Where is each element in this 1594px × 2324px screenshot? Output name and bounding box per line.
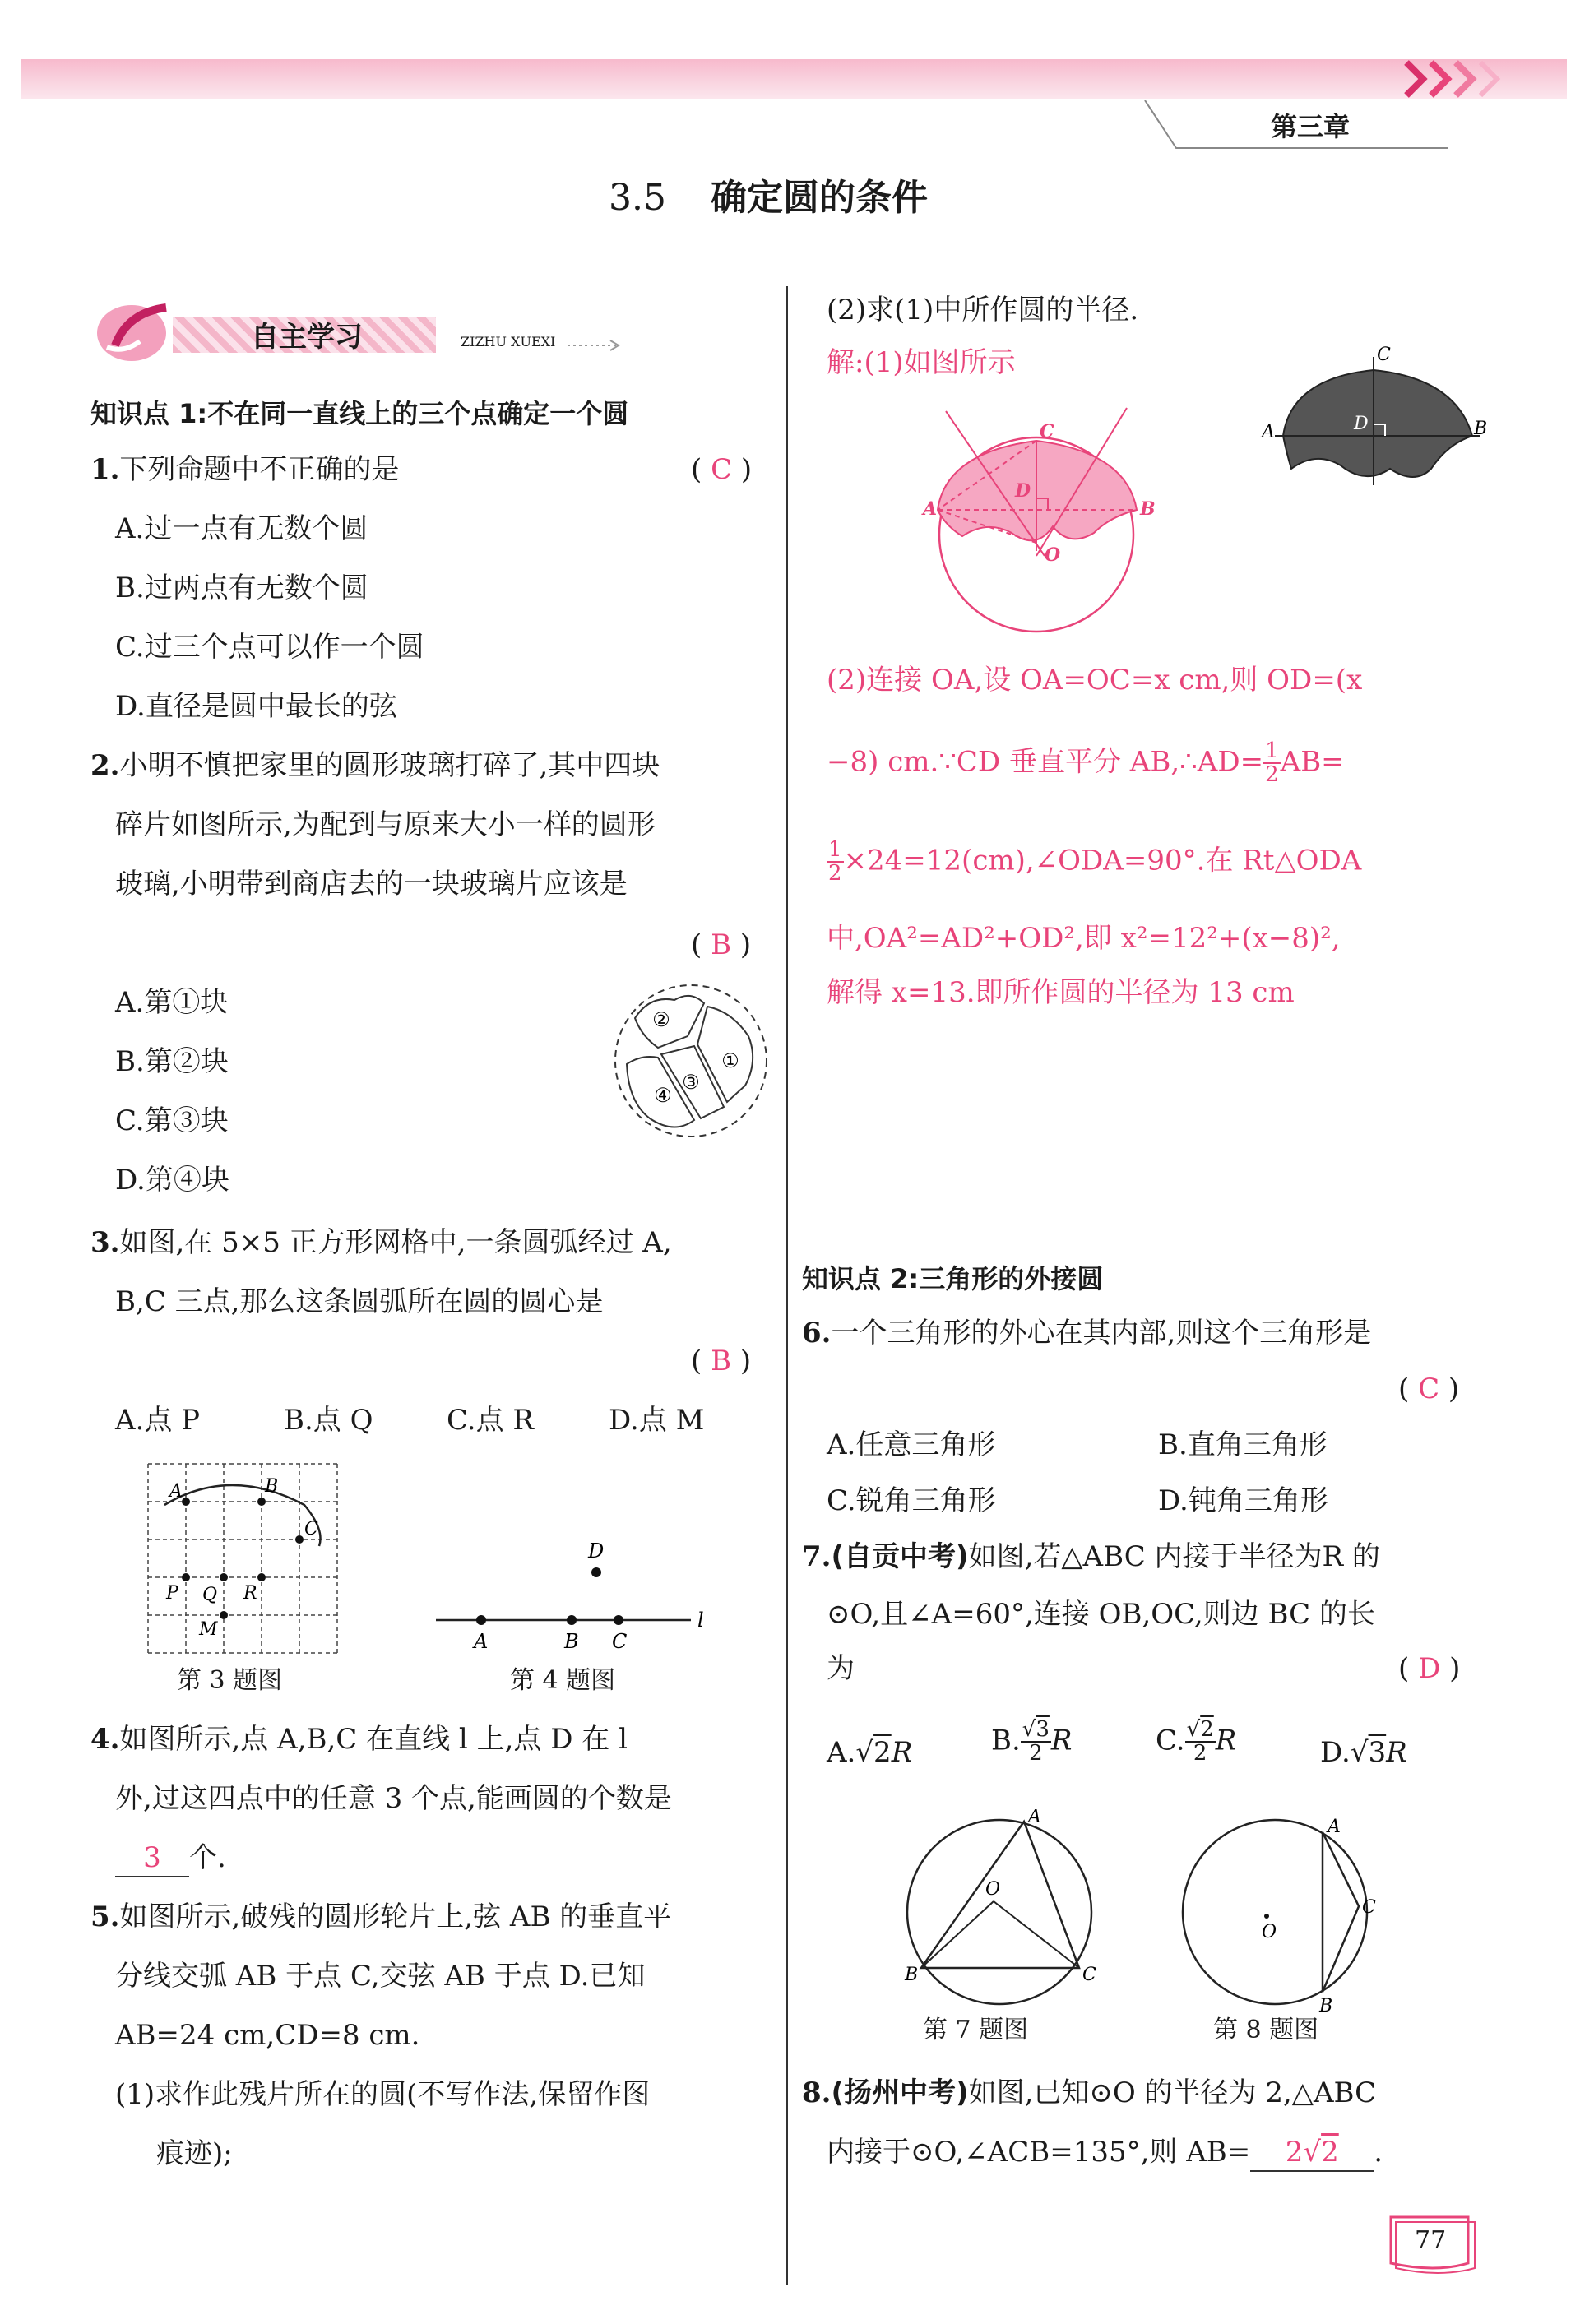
section-tag-pinyin: ZIZHU XUEXI xyxy=(461,334,556,350)
q5-label-d: D xyxy=(1015,480,1031,502)
q6-option-d: D.钝角三角形 xyxy=(1158,1484,1328,1517)
q5-frag-label-c: C xyxy=(1377,345,1391,365)
q7-option-a: A.√2R xyxy=(827,1736,913,1769)
q6-answer: ( C ) xyxy=(1398,1373,1460,1405)
q4-caption: 第 4 题图 xyxy=(510,1666,616,1695)
q5-frac-2: $\frac{1}{2}$ xyxy=(828,837,842,887)
pen-logo-icon xyxy=(90,296,181,370)
q5-fragment-figure xyxy=(1258,345,1505,502)
q6-stem: 6.一个三角形的外心在其内部,则这个三角形是 xyxy=(802,1317,1372,1349)
q3-line-2: B,C 三点,那么这条圆弧所在圆的圆心是 xyxy=(115,1285,604,1318)
q7-option-c: C. $\frac{√2}{2}$ R xyxy=(1156,1717,1237,1766)
q7-option-b: B. $\frac{√3}{2}$ R xyxy=(991,1717,1073,1766)
q4-answer-line: 3 个. xyxy=(115,1840,226,1877)
header-banner xyxy=(21,59,1567,99)
piece-label-2: ② xyxy=(652,1008,670,1031)
q7-circle-figure xyxy=(897,1809,1102,2015)
q5-solution-intro: 解:(1)如图所示 xyxy=(827,346,1016,379)
q1-option-c: C.过三个点可以作一个圆 xyxy=(115,631,424,664)
q3-option-c: C.点 R xyxy=(447,1404,535,1437)
q6-option-a: A.任意三角形 xyxy=(827,1428,996,1461)
q5-frag-label-d: D xyxy=(1354,414,1369,434)
q5-part1-line-1: (1)求作此残片所在的圆(不写作法,保留作图 xyxy=(115,2078,651,2111)
piece-label-1: ① xyxy=(721,1049,739,1072)
q1-option-a: A.过一点有无数个圆 xyxy=(115,512,368,545)
q8-answer: 2√2 xyxy=(1250,2135,1374,2172)
section-tag-label: 自主学习 xyxy=(251,321,363,354)
q5-construction-figure xyxy=(913,395,1160,641)
q4-line-figure xyxy=(428,1530,716,1661)
q5-label-b: B xyxy=(1140,498,1156,520)
q4-answer: 3 xyxy=(115,1840,189,1877)
q5-solution-line-4: 中,OA²=AD²+OD²,即 x²=12²+(x−8)², xyxy=(827,922,1341,955)
q8-label-c: C xyxy=(1362,1897,1376,1918)
column-divider xyxy=(786,286,788,2285)
piece-label-3: ③ xyxy=(682,1071,700,1094)
dotted-arrow-icon xyxy=(568,337,625,354)
q1-option-b: B.过两点有无数个圆 xyxy=(115,572,368,604)
q2-option-b: B.第②块 xyxy=(115,1045,229,1078)
q3-option-b: B.点 Q xyxy=(284,1404,373,1437)
q1-option-d: D.直径是圆中最长的弦 xyxy=(115,690,397,723)
q5-solution-line-1: (2)连接 OA,设 OA=OC=x cm,则 OD=(x xyxy=(827,664,1363,697)
q2-option-a: A.第①块 xyxy=(115,986,229,1019)
q7-line-3: 为 xyxy=(827,1652,855,1685)
q6-option-c: C.锐角三角形 xyxy=(827,1484,996,1517)
knowledge-point-2: 知识点 2:三角形的外接圆 xyxy=(802,1263,1104,1294)
q5-frag-label-b: B xyxy=(1474,419,1488,439)
q8-label-a: A xyxy=(1328,1817,1341,1837)
q3-label-a: A xyxy=(169,1481,183,1502)
q4-line-1: 4.如图所示,点 A,B,C 在直线 l 上,点 D 在 l xyxy=(90,1723,628,1756)
knowledge-point-1: 知识点 1:不在同一直线上的三个点确定一个圆 xyxy=(90,398,629,429)
q5-part2: (2)求(1)中所作圆的半径. xyxy=(827,294,1139,326)
q3-option-a: A.点 P xyxy=(115,1404,201,1437)
q2-answer: ( B ) xyxy=(691,928,752,961)
q7-label-o: O xyxy=(985,1879,1001,1900)
q1-answer: ( C ) xyxy=(691,453,753,486)
q5-line-3: AB=24 cm,CD=8 cm. xyxy=(115,2019,420,2052)
q4-label-c: C xyxy=(612,1630,628,1653)
q7-line-2: ⊙O,且∠A=60°,连接 OB,OC,则边 BC 的长 xyxy=(827,1598,1375,1631)
q7-line-1: 7.(自贡中考)如图,若△ABC 内接于半径为R 的 xyxy=(802,1540,1380,1573)
q3-label-c: C xyxy=(304,1519,318,1539)
q3-caption: 第 3 题图 xyxy=(177,1666,283,1695)
q7-option-d: D.√3R xyxy=(1320,1736,1407,1769)
q2-line-3: 玻璃,小明带到商店去的一块玻璃片应该是 xyxy=(115,868,628,900)
q6-option-b: B.直角三角形 xyxy=(1158,1428,1328,1461)
q7-caption: 第 7 题图 xyxy=(923,2016,1029,2044)
piece-label-4: ④ xyxy=(654,1084,672,1107)
q3-grid-figure xyxy=(140,1456,345,1661)
q7-label-a: A xyxy=(1028,1809,1041,1827)
q5-part1-line-2: 痕迹); xyxy=(156,2137,233,2170)
q2-line-1: 2.小明不慎把家里的圆形玻璃打碎了,其中四块 xyxy=(90,749,660,782)
q8-label-b: B xyxy=(1319,1996,1333,2015)
q5-solution-line-5: 解得 x=13.即所作圆的半径为 13 cm xyxy=(827,976,1295,1009)
q7-answer: ( D ) xyxy=(1398,1652,1461,1685)
q5-label-a: A xyxy=(923,498,938,520)
q3-line-1: 3.如图,在 5×5 正方形网格中,一条圆弧经过 A, xyxy=(90,1226,672,1259)
q1-stem: 1.下列命题中不正确的是 xyxy=(90,453,400,486)
q2-glass-figure xyxy=(609,979,773,1143)
q4-label-a: A xyxy=(474,1630,489,1653)
q5-solution-line-2: −8) cm.∵CD 垂直平分 AB,∴AD= $\frac{1}{2}$ AB= xyxy=(827,738,1345,788)
chapter-label: 第三章 xyxy=(1271,111,1351,142)
page-title xyxy=(609,168,928,220)
q4-label-d: D xyxy=(588,1539,605,1562)
q3-label-p: P xyxy=(166,1583,178,1604)
q3-answer: ( B ) xyxy=(691,1345,752,1377)
q5-frac-1: $\frac{1}{2}$ xyxy=(1265,738,1279,788)
q2-option-d: D.第④块 xyxy=(115,1164,229,1197)
q5-line-2: 分线交弧 AB 于点 C,交弦 AB 于点 D.已知 xyxy=(115,1960,646,1993)
q7-label-b: B xyxy=(905,1965,919,1985)
section-number: 3.5 xyxy=(609,177,666,219)
q3-option-d: D.点 M xyxy=(609,1404,705,1437)
q7-label-c: C xyxy=(1082,1965,1096,1985)
q5-frag-label-a: A xyxy=(1262,422,1275,442)
q8-line-1: 8.(扬州中考)如图,已知⊙O 的半径为 2,△ABC xyxy=(802,2076,1377,2109)
section-title: 确定圆的条件 xyxy=(710,177,928,219)
q3-label-b: B xyxy=(265,1476,279,1497)
q5-label-o: O xyxy=(1045,544,1061,566)
q8-caption: 第 8 题图 xyxy=(1213,2016,1319,2044)
q3-label-m: M xyxy=(199,1619,218,1640)
page-number: 77 xyxy=(1415,2226,1447,2255)
q4-line-2: 外,过这四点中的任意 3 个点,能画圆的个数是 xyxy=(115,1782,672,1815)
q5-solution-line-3: $\frac{1}{2}$ ×24=12(cm),∠ODA=90°.在 Rt△ODA xyxy=(828,837,1362,887)
q8-label-o: O xyxy=(1262,1922,1277,1942)
chevron-arrows-icon xyxy=(1398,56,1530,102)
q4-label-l: l xyxy=(697,1609,704,1632)
q4-label-b: B xyxy=(564,1630,579,1653)
q5-line-1: 5.如图所示,破残的圆形轮片上,弦 AB 的垂直平 xyxy=(90,1900,672,1933)
q3-label-q: Q xyxy=(202,1585,218,1605)
q8-circle-figure xyxy=(1176,1809,1398,2015)
q3-label-r: R xyxy=(243,1583,257,1604)
q8-line-2: 内接于⊙O,∠ACB=135°,则 AB= 2√2 . xyxy=(827,2135,1383,2172)
q2-line-2: 碎片如图所示,为配到与原来大小一样的圆形 xyxy=(115,808,656,841)
q2-option-c: C.第③块 xyxy=(115,1104,229,1137)
q5-label-c: C xyxy=(1040,421,1054,442)
